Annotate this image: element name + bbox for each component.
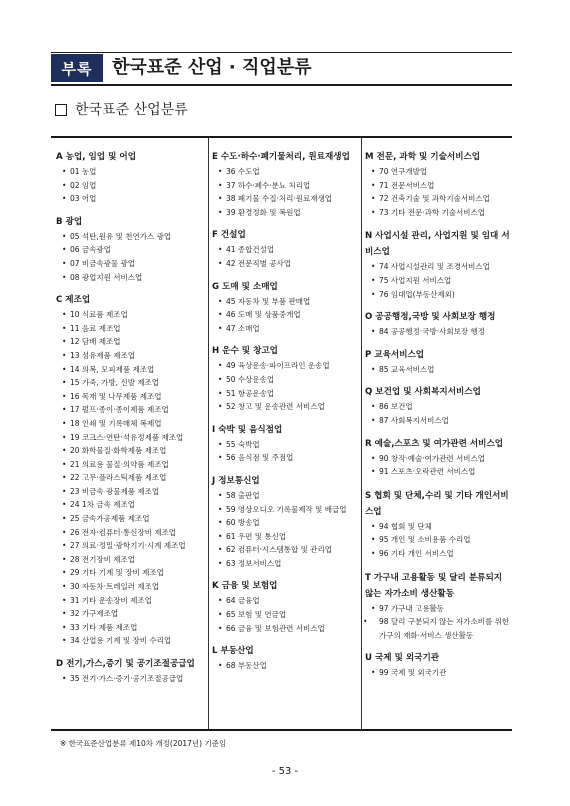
bullet-icon: • bbox=[371, 289, 376, 299]
list-item-label: 01 농업 bbox=[70, 167, 97, 176]
section-block-title: B 광업 bbox=[56, 216, 83, 227]
bullet-icon: • bbox=[371, 327, 376, 337]
bullet-icon: • bbox=[371, 275, 376, 285]
list-item-label: 12 담배 제조업 bbox=[70, 337, 121, 347]
list-item bbox=[212, 179, 360, 193]
bullet-icon: • bbox=[62, 514, 67, 524]
list-item-label: 55 숙박업 bbox=[226, 439, 260, 449]
list-item bbox=[56, 634, 205, 648]
section-block bbox=[365, 150, 511, 219]
list-item-label: 02 임업 bbox=[70, 180, 97, 190]
list-item-label: 49 육상운송·파이프라인 운송업 bbox=[226, 361, 330, 371]
list-item-label: 61 우편 및 통신업 bbox=[226, 531, 287, 541]
section-block bbox=[212, 423, 360, 465]
list-item bbox=[56, 179, 205, 193]
section-block-title: I 숙박 및 음식점업 bbox=[212, 424, 283, 435]
section-block-title: U 국제 및 외국기관 bbox=[365, 653, 440, 664]
bullet-icon: • bbox=[371, 415, 376, 425]
list-item bbox=[212, 322, 360, 336]
list-item bbox=[56, 349, 205, 363]
list-item-label: 85 교육서비스업 bbox=[379, 364, 435, 374]
list-item bbox=[56, 621, 205, 635]
list-item-label: 35 전기·가스·증기·공기조절공급업 bbox=[70, 674, 184, 683]
list-item-label: 64 금융업 bbox=[226, 596, 260, 606]
list-item bbox=[56, 485, 205, 499]
list-item bbox=[365, 325, 511, 339]
bullet-icon: • bbox=[62, 500, 67, 510]
list-item-label: 03 어업 bbox=[70, 194, 97, 204]
list-item bbox=[365, 400, 511, 414]
list-item-label: 24 1차 금속 제조업 bbox=[70, 500, 135, 510]
section-block bbox=[212, 228, 360, 270]
list-item bbox=[56, 230, 205, 244]
section-block-title: C 제조업 bbox=[56, 295, 91, 306]
section-block bbox=[365, 437, 511, 479]
list-item bbox=[365, 274, 511, 288]
list-item-label: 34 산업용 기계 및 장비 수리업 bbox=[70, 636, 172, 646]
list-item-label: 47 소매업 bbox=[226, 323, 260, 333]
list-item bbox=[365, 363, 511, 377]
list-item-label: 41 종합건설업 bbox=[226, 245, 275, 255]
list-item-label: 45 자동차 및 부품 판매업 bbox=[226, 296, 311, 306]
list-item bbox=[56, 322, 205, 336]
bullet-icon: • bbox=[218, 207, 223, 217]
list-item bbox=[365, 206, 511, 220]
bullet-icon: • bbox=[62, 541, 67, 551]
list-item-label: 68 부동산업 bbox=[226, 661, 267, 671]
list-item bbox=[212, 192, 360, 206]
list-item bbox=[365, 165, 511, 179]
section-block-title: S 협회 및 단체,수리 및 기타 개인서비스업 bbox=[365, 490, 509, 517]
list-item bbox=[56, 607, 205, 621]
bullet-icon: • bbox=[371, 535, 376, 545]
bullet-icon: • bbox=[218, 490, 223, 500]
bullet-icon: • bbox=[62, 622, 67, 632]
section-block bbox=[365, 651, 511, 680]
list-item-label: 33 기타 제품 제조업 bbox=[70, 622, 138, 632]
section-block bbox=[212, 474, 360, 571]
list-item bbox=[212, 438, 360, 452]
list-item-label: 05 석탄,원유 및 천연가스 광업 bbox=[70, 231, 172, 241]
column-divider bbox=[361, 137, 362, 729]
bullet-icon: • bbox=[371, 364, 376, 374]
bullet-icon: • bbox=[218, 258, 223, 268]
list-item-label: 46 도매 및 상품중개업 bbox=[226, 310, 301, 320]
header-top-rule bbox=[51, 52, 512, 53]
list-item bbox=[212, 622, 360, 636]
section-block bbox=[365, 570, 511, 643]
list-item-label: 15 가죽, 가방, 신발 제조업 bbox=[70, 378, 160, 388]
list-item-label: 06 금속광업 bbox=[70, 245, 111, 255]
appendix-tag: 부록 bbox=[51, 54, 103, 82]
bullet-icon: • bbox=[371, 521, 376, 531]
bullet-icon: • bbox=[62, 245, 67, 255]
bullet-icon: • bbox=[371, 207, 376, 217]
bullet-icon: • bbox=[62, 582, 67, 592]
list-item bbox=[56, 403, 205, 417]
list-item bbox=[56, 271, 205, 285]
list-item-label: 97 가구내 고용활동 bbox=[379, 603, 445, 613]
list-item-label: 73 기타 전문·과학 기술서비스업 bbox=[379, 207, 486, 217]
bullet-icon: • bbox=[218, 518, 223, 528]
list-item bbox=[56, 512, 205, 526]
list-item-label: 42 전문직별 공사업 bbox=[226, 258, 292, 268]
bullet-icon: • bbox=[62, 446, 67, 456]
bullet-icon: • bbox=[62, 405, 67, 415]
list-item-label: 31 기타 운송장비 제조업 bbox=[70, 595, 152, 605]
list-item bbox=[56, 257, 205, 271]
list-item bbox=[56, 471, 205, 485]
section-block bbox=[56, 293, 205, 648]
list-item bbox=[56, 553, 205, 567]
section-block-title: Q 보건업 및 사회복지서비스업 bbox=[365, 387, 481, 398]
list-item bbox=[365, 414, 511, 428]
list-item bbox=[212, 295, 360, 309]
bullet-icon: • bbox=[218, 504, 223, 514]
list-item-label: 36 수도업 bbox=[226, 167, 260, 176]
bullet-icon: • bbox=[62, 258, 67, 268]
bullet-icon: • bbox=[62, 636, 67, 646]
list-item-label: 59 영상오디오 기록물제작 및 배급업 bbox=[226, 504, 347, 514]
section-block bbox=[212, 579, 360, 635]
list-item bbox=[56, 243, 205, 257]
bullet-icon: • bbox=[62, 167, 67, 176]
list-item bbox=[56, 363, 205, 377]
bullet-icon: • bbox=[62, 609, 67, 619]
section-block-title: E 수도·하수·폐기물처리, 원료재생업 bbox=[212, 152, 350, 162]
list-item-label: 99 국제 및 외국기관 bbox=[379, 668, 447, 678]
bullet-icon: • bbox=[62, 337, 67, 347]
list-item bbox=[212, 243, 360, 257]
list-item-label: 90 창작·예술·여가관련 서비스업 bbox=[379, 453, 486, 463]
section-block bbox=[365, 310, 511, 339]
list-item-label: 91 스포츠·오락관련 서비스업 bbox=[379, 467, 476, 477]
list-item bbox=[56, 498, 205, 512]
bullet-icon: • bbox=[62, 310, 67, 320]
bullet-icon: • bbox=[62, 180, 67, 190]
bullet-icon: • bbox=[218, 453, 223, 463]
list-item bbox=[212, 594, 360, 608]
list-item-label: 95 개인 및 소비용품 수리업 bbox=[379, 535, 471, 545]
bullet-icon: • bbox=[62, 418, 67, 428]
list-item-label: 84 공공행정·국방·사회보장 행정 bbox=[379, 327, 486, 337]
section-block-title: O 공공행정,국방 및 사회보장 행정 bbox=[365, 312, 496, 323]
square-bullet-icon bbox=[55, 104, 67, 116]
section-block bbox=[365, 228, 511, 301]
header-bottom-rule bbox=[51, 84, 512, 86]
table-bottom-rule bbox=[51, 729, 512, 731]
list-item-label: 17 펄프·종이·종이제품 제조업 bbox=[70, 405, 169, 415]
list-item bbox=[212, 516, 360, 530]
section-block-title: M 전문, 과학 및 기술서비스업 bbox=[365, 152, 481, 162]
list-item bbox=[212, 451, 360, 465]
list-item-label: 37 하수·폐수·분뇨 처리업 bbox=[226, 180, 311, 190]
bullet-icon: • bbox=[371, 548, 376, 558]
list-item-label: 20 화학물질·화학제품 제조업 bbox=[70, 446, 167, 456]
bullet-icon: • bbox=[218, 194, 223, 204]
bullet-icon: • bbox=[363, 617, 368, 627]
bullet-icon: • bbox=[218, 610, 223, 620]
list-item-label: 28 전기장비 제조업 bbox=[70, 554, 136, 564]
bullet-icon: • bbox=[371, 194, 376, 204]
bullet-icon: • bbox=[218, 296, 223, 306]
list-item-label: 98 달리 구분되지 않는 자가소비를 위한 가구의 재화·서비스 생산활동 bbox=[379, 617, 510, 640]
bullet-icon: • bbox=[371, 603, 376, 613]
classification-column-2 bbox=[212, 150, 360, 682]
list-item bbox=[212, 400, 360, 414]
section-block-title: A 농업, 임업 및 어업 bbox=[56, 152, 136, 162]
list-item-label: 51 항공운송업 bbox=[226, 388, 275, 398]
list-item bbox=[212, 359, 360, 373]
section-block-title: J 정보통신업 bbox=[212, 475, 260, 486]
list-item bbox=[56, 539, 205, 553]
bullet-icon: • bbox=[218, 180, 223, 190]
footnote: ※ 한국표준산업분류 제10차 개정(2017년) 기준임 bbox=[60, 739, 227, 748]
list-item-label: 19 코크스·연탄·석유정제품 제조업 bbox=[70, 432, 184, 442]
page-title: 한국표준 산업 · 직업분류 bbox=[112, 57, 312, 78]
list-item bbox=[365, 533, 511, 547]
list-item bbox=[365, 666, 511, 680]
bullet-icon: • bbox=[371, 467, 376, 477]
list-item bbox=[212, 489, 360, 503]
list-item bbox=[212, 257, 360, 271]
list-item bbox=[365, 615, 511, 642]
section-heading bbox=[55, 101, 188, 119]
bullet-icon: • bbox=[62, 527, 67, 537]
list-item-label: 50 수상운송업 bbox=[226, 374, 275, 384]
list-item bbox=[365, 520, 511, 534]
section-block bbox=[212, 344, 360, 413]
bullet-icon: • bbox=[218, 361, 223, 371]
section-block bbox=[56, 215, 205, 284]
bullet-icon: • bbox=[371, 167, 376, 176]
list-item bbox=[56, 417, 205, 431]
list-item-label: 86 보건업 bbox=[379, 402, 413, 412]
list-item bbox=[56, 458, 205, 472]
section-block bbox=[56, 150, 205, 206]
list-item-label: 16 목재 및 나무제품 제조업 bbox=[70, 391, 162, 401]
list-item bbox=[56, 672, 205, 686]
bullet-icon: • bbox=[62, 595, 67, 605]
list-item bbox=[212, 206, 360, 220]
section-block-title: D 전기,가스,증기 및 공기조절공급업 bbox=[56, 659, 195, 669]
list-item-label: 27 의료·정밀·광학기기·시계 제조업 bbox=[70, 541, 186, 551]
list-item bbox=[56, 566, 205, 580]
bullet-icon: • bbox=[218, 623, 223, 633]
bullet-icon: • bbox=[218, 388, 223, 398]
list-item bbox=[56, 335, 205, 349]
list-item-label: 75 사업지원 서비스업 bbox=[379, 275, 452, 285]
list-item-label: 39 환경정화 및 복원업 bbox=[226, 207, 301, 217]
list-item bbox=[56, 594, 205, 608]
section-block bbox=[212, 280, 360, 336]
list-item-label: 10 식료품 제조업 bbox=[70, 310, 128, 320]
list-item bbox=[56, 444, 205, 458]
bullet-icon: • bbox=[62, 378, 67, 388]
section-block bbox=[212, 150, 360, 219]
bullet-icon: • bbox=[218, 545, 223, 555]
bullet-icon: • bbox=[62, 432, 67, 442]
list-item bbox=[365, 452, 511, 466]
list-item-label: 52 창고 및 운송관련 서비스업 bbox=[226, 402, 325, 412]
section-block bbox=[56, 657, 205, 686]
bullet-icon: • bbox=[62, 323, 67, 333]
list-item bbox=[212, 530, 360, 544]
list-item-label: 21 의료용 물질·의약품 제조업 bbox=[70, 459, 169, 469]
section-block-title: T 가구내 고용활동 및 달리 분류되지 않는 자가소비 생산활동 bbox=[365, 572, 503, 599]
list-item bbox=[212, 543, 360, 557]
classification-column-1 bbox=[56, 150, 205, 695]
bullet-icon: • bbox=[371, 402, 376, 412]
bullet-icon: • bbox=[62, 486, 67, 496]
list-item-label: 13 섬유제품 제조업 bbox=[70, 350, 136, 360]
list-item-label: 76 임대업(부동산제외) bbox=[379, 289, 455, 299]
list-item-label: 26 전자·컴퓨터·통신장비 제조업 bbox=[70, 527, 177, 537]
list-item bbox=[212, 608, 360, 622]
section-block-title: P 교육서비스업 bbox=[365, 349, 425, 360]
bullet-icon: • bbox=[371, 668, 376, 678]
list-item-label: 30 자동차·트레일러 제조업 bbox=[70, 582, 160, 592]
list-item-label: 08 광업지원 서비스업 bbox=[70, 272, 143, 282]
list-item bbox=[56, 376, 205, 390]
section-block-title: N 사업시설 관리, 사업지원 및 임대 서비스업 bbox=[365, 231, 510, 258]
list-item bbox=[212, 387, 360, 401]
bullet-icon: • bbox=[62, 391, 67, 401]
list-item bbox=[56, 308, 205, 322]
section-block bbox=[212, 644, 360, 673]
bullet-icon: • bbox=[62, 364, 67, 374]
list-item-label: 65 보험 및 연금업 bbox=[226, 610, 287, 620]
bullet-icon: • bbox=[218, 531, 223, 541]
list-item bbox=[56, 192, 205, 206]
list-item bbox=[212, 503, 360, 517]
list-item-label: 18 인쇄 및 기록매체 복제업 bbox=[70, 418, 162, 428]
list-item-label: 58 출판업 bbox=[226, 490, 260, 500]
list-item bbox=[365, 547, 511, 561]
bullet-icon: • bbox=[371, 453, 376, 463]
list-item bbox=[56, 390, 205, 404]
bullet-icon: • bbox=[218, 374, 223, 384]
list-item-label: 87 사회복지서비스업 bbox=[379, 415, 449, 425]
section-block bbox=[365, 385, 511, 427]
table-top-rule bbox=[51, 136, 512, 138]
bullet-icon: • bbox=[62, 272, 67, 282]
bullet-icon: • bbox=[62, 231, 67, 241]
list-item-label: 94 협회 및 단체 bbox=[379, 521, 432, 531]
list-item bbox=[365, 179, 511, 193]
list-item-label: 63 정보서비스업 bbox=[226, 558, 282, 568]
section-block bbox=[365, 488, 511, 561]
bullet-icon: • bbox=[371, 180, 376, 190]
list-item-label: 23 비금속 광물제품 제조업 bbox=[70, 486, 160, 496]
list-item bbox=[365, 192, 511, 206]
bullet-icon: • bbox=[218, 661, 223, 671]
list-item bbox=[365, 260, 511, 274]
list-item bbox=[56, 165, 205, 179]
list-item-label: 38 폐기물 수집·처리·원료재생업 bbox=[226, 194, 333, 204]
bullet-icon: • bbox=[371, 262, 376, 272]
list-item-label: 62 컴퓨터·시스템통합 및 관리업 bbox=[226, 545, 333, 555]
bullet-icon: • bbox=[62, 554, 67, 564]
bullet-icon: • bbox=[218, 596, 223, 606]
list-item bbox=[212, 659, 360, 673]
list-item bbox=[212, 557, 360, 571]
list-item-label: 96 기타 개인 서비스업 bbox=[379, 548, 454, 558]
list-item-label: 74 사업시설관리 및 조경서비스업 bbox=[379, 262, 490, 272]
list-item bbox=[212, 373, 360, 387]
bullet-icon: • bbox=[218, 310, 223, 320]
bullet-icon: • bbox=[218, 439, 223, 449]
section-block bbox=[365, 348, 511, 377]
section-block-title: H 운수 및 창고업 bbox=[212, 346, 278, 357]
section-block-title: R 예술,스포츠 및 여가관련 서비스업 bbox=[365, 438, 504, 449]
list-item bbox=[56, 526, 205, 540]
bullet-icon: • bbox=[62, 674, 67, 683]
list-item-label: 25 금속가공제품 제조업 bbox=[70, 514, 150, 524]
bullet-icon: • bbox=[218, 245, 223, 255]
list-item-label: 11 음료 제조업 bbox=[70, 323, 121, 333]
list-item-label: 71 전문서비스업 bbox=[379, 180, 435, 190]
list-item bbox=[212, 308, 360, 322]
list-item-label: 60 방송업 bbox=[226, 518, 260, 528]
list-item-label: 70 연구개발업 bbox=[379, 167, 428, 176]
page-number: - 53 - bbox=[271, 766, 299, 777]
classification-column-3 bbox=[365, 150, 511, 689]
column-divider bbox=[208, 137, 209, 729]
bullet-icon: • bbox=[62, 568, 67, 578]
section-block-title: K 금융 및 보험업 bbox=[212, 581, 278, 592]
list-item-label: 72 건축기술 및 과학기술서비스업 bbox=[379, 194, 490, 204]
bullet-icon: • bbox=[62, 459, 67, 469]
list-item-label: 29 기타 기계 및 장비 제조업 bbox=[70, 568, 164, 578]
bullet-icon: • bbox=[218, 402, 223, 412]
list-item-label: 07 비금속광물 광업 bbox=[70, 258, 136, 268]
list-item-label: 66 금융 및 보험관련 서비스업 bbox=[226, 623, 325, 633]
section-block-title: L 부동산업 bbox=[212, 646, 254, 657]
list-item bbox=[365, 288, 511, 302]
list-item bbox=[56, 580, 205, 594]
section-block-title: F 건설업 bbox=[212, 230, 246, 241]
list-item-label: 32 가구제조업 bbox=[70, 609, 119, 619]
list-item bbox=[56, 431, 205, 445]
list-item bbox=[212, 165, 360, 179]
bullet-icon: • bbox=[62, 350, 67, 360]
list-item-label: 14 의복, 모피제품 제조업 bbox=[70, 364, 155, 374]
bullet-icon: • bbox=[218, 558, 223, 568]
list-item bbox=[365, 465, 511, 479]
section-title: 한국표준 산업분류 bbox=[75, 102, 188, 118]
list-item-label: 56 음식점 및 주점업 bbox=[226, 453, 294, 463]
list-item-label: 22 고무·플라스틱제품 제조업 bbox=[70, 473, 167, 483]
list-item bbox=[365, 602, 511, 616]
bullet-icon: • bbox=[218, 167, 223, 176]
section-block-title: G 도매 및 소매업 bbox=[212, 281, 278, 292]
bullet-icon: • bbox=[62, 194, 67, 204]
bullet-icon: • bbox=[218, 323, 223, 333]
bullet-icon: • bbox=[62, 473, 67, 483]
